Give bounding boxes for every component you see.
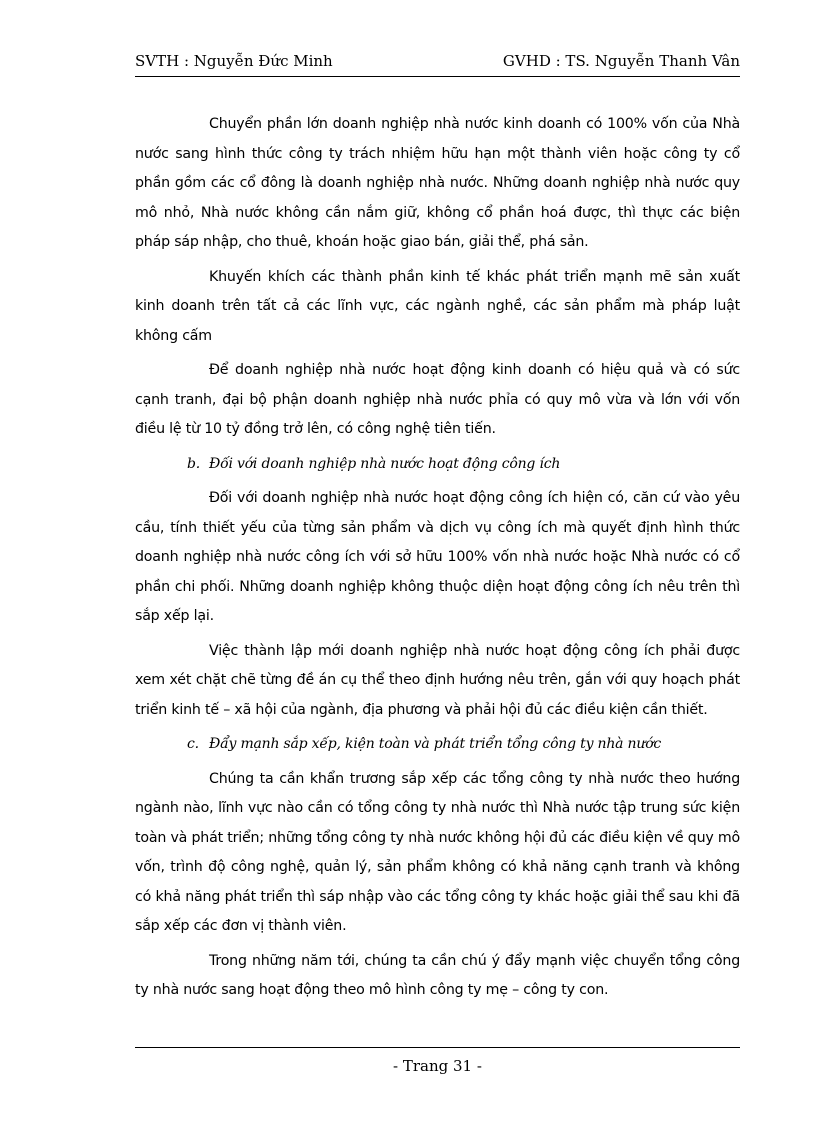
student-name: SVTH : Nguyễn Đức Minh (135, 52, 333, 70)
paragraph-2: Khuyến khích các thành phần kinh tế khác phát triển mạnh mẽ sản xuất kinh doanh trên tất cả các lĩnh vực, các ngành nghề, các sản phẩm mà pháp luật không cấm (135, 268, 740, 344)
page-header (135, 50, 740, 77)
body-text (135, 110, 740, 1011)
section-letter-b: b. (187, 455, 201, 472)
paragraph-5: Việc thành lập mới doanh nghiệp nhà nước hoạt động công ích phải được xem xét chặt chẽ từng đề án cụ thể theo định hướng nêu trên, gắn với quy hoạch phát triển kinh tế – xã hội của ngành, địa phương và phải hội đủ các điều kiện cần thiết. (135, 642, 740, 718)
section-title-c: Đẩy mạnh sắp xếp, kiện toàn và phát triển tổng công ty nhà nước (209, 736, 662, 752)
section-title-b: Đối với doanh nghiệp nhà nước hoạt động công ích (209, 455, 561, 472)
section-letter-c: c. (187, 736, 199, 752)
paragraph-6: Chúng ta cần khẩn trương sắp xếp các tổng công ty nhà nước theo hướng ngành nào, lĩnh vực nào cần có tổng công ty nhà nước thì Nhà nước tập trung sức kiện toàn và phát triển; những tổng công ty nhà nước không hội đủ các điều kiện về quy mô vốn, trình độ công nghệ, quản lý, sản phẩm không có khả năng cạnh tranh và không có khả năng phát triển thì sáp nhập vào các tổng công ty khác hoặc giải thể sau khi đã sắp xếp các đơn vị thành viên. (135, 770, 740, 934)
page-number: - Trang 31 - (393, 1057, 482, 1075)
paragraph-4: Đối với doanh nghiệp nhà nước hoạt động công ích hiện có, căn cứ vào yêu cầu, tính thiết yếu của từng sản phẩm và dịch vụ công ích mà quyết định hình thức doanh nghiệp nhà nước công ích với sở hữu 100% vốn nhà nước hoặc Nhà nước có cổ phần chi phối. Những doanh nghiệp không thuộc diện hoạt động công ích nêu trên thì sắp xếp lại. (135, 490, 740, 624)
paragraph-1: Chuyển phần lớn doanh nghiệp nhà nước kinh doanh có 100% vốn của Nhà nước sang hình thức công ty trách nhiệm hữu hạn một thành viên hoặc công ty cổ phần gồm các cổ đông là doanh nghiệp nhà nước. Những doanh nghiệp nhà nước quy mô nhỏ, Nhà nước không cần nắm giữ, không cổ phần hoá được, thì thực các biện pháp sáp nhập, cho thuê, khoán hoặc giao bán, giải thể, phá sản. (135, 116, 740, 250)
section-heading-b (135, 450, 740, 480)
advisor-name: GVHD : TS. Nguyễn Thanh Vân (502, 52, 740, 70)
paragraph-3: Để doanh nghiệp nhà nước hoạt động kinh doanh có hiệu quả và có sức cạnh tranh, đại bộ phận doanh nghiệp nhà nước phỉa có quy mô vừa và lớn với vốn điều lệ từ 10 tỷ đồng trở lên, có công nghệ tiên tiến. (135, 362, 740, 437)
paragraph-7: Trong những năm tới, chúng ta cần chú ý đẩy mạnh việc chuyển tổng công ty nhà nước sang hoạt động theo mô hình công ty mẹ – công ty con. (135, 952, 740, 998)
footer-divider (135, 1047, 740, 1048)
section-heading-c (135, 730, 740, 760)
